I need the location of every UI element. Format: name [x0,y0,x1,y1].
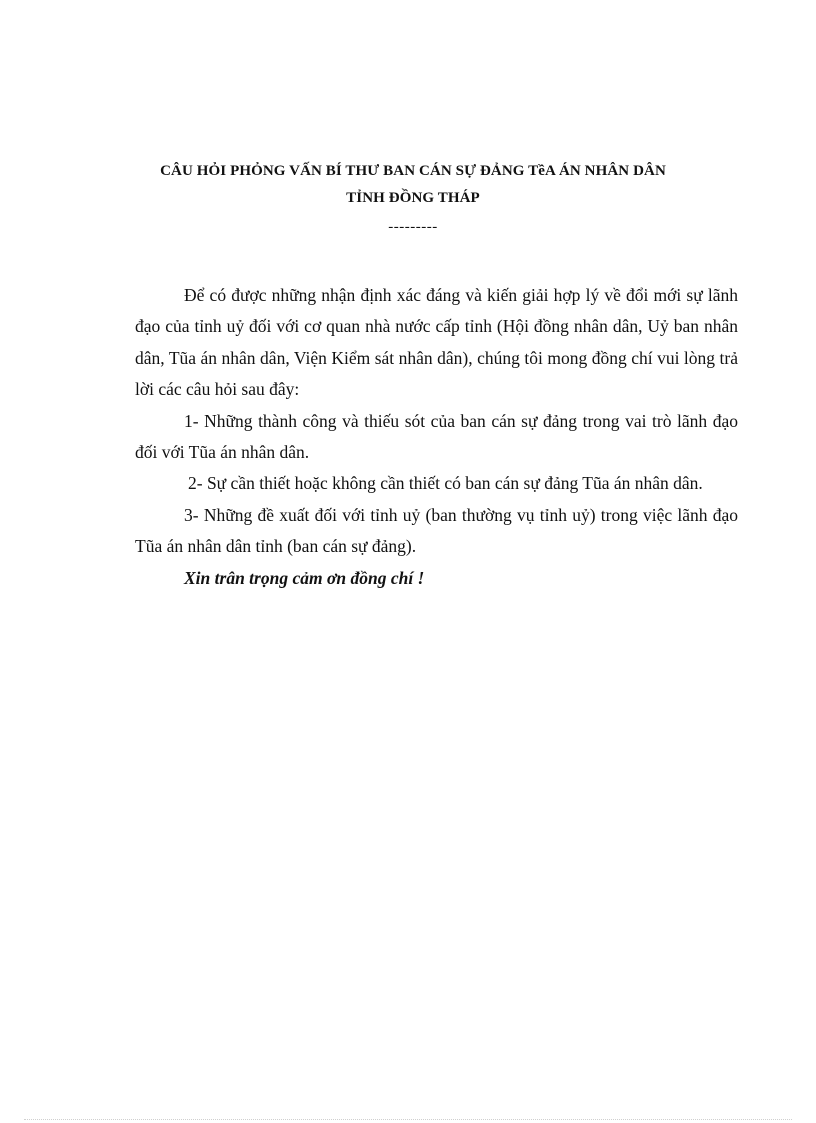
document-title-line-2: TỈNH ĐỒNG THÁP [346,190,480,206]
intro-paragraph: Để có được những nhận định xác đáng và kiến giải hợp lý về đổi mới sự lãnh đạo của tỉnh uỷ đối với cơ quan nhà nước cấp tỉnh (Hội đồng nhân dân, Uỷ ban nhân dân, Tũa án nhân dân, Viện Kiểm sát nhân dân), chúng tôi mong đồng chí vui lòng trả lời các câu hỏi sau đây: [135,285,738,400]
title-separator: --------- [388,219,438,235]
document-title-line-1: CÂU HỎI PHỎNG VẤN BÍ THƯ BAN CÁN SỰ ĐẢNG TềA ÁN NHÂN DÂN [160,163,666,179]
page-bottom-rule [24,1119,792,1120]
closing-line: Xin trân trọng cảm ơn đồng chí ! [184,567,425,588]
document-body [135,280,738,594]
question-1: 1- Những thành công và thiếu sót của ban cán sự đảng trong vai trò lãnh đạo đối với Tũa án nhân dân. [135,410,738,463]
question-2: 2- Sự cần thiết hoặc không cần thiết có ban cán sự đảng Tũa án nhân dân. [188,473,703,494]
question-3: 3- Những đề xuất đối với tỉnh uỷ (ban thường vụ tỉnh uỷ) trong việc lãnh đạo Tũa án nhân dân tỉnh (ban cán sự đảng). [135,504,738,557]
